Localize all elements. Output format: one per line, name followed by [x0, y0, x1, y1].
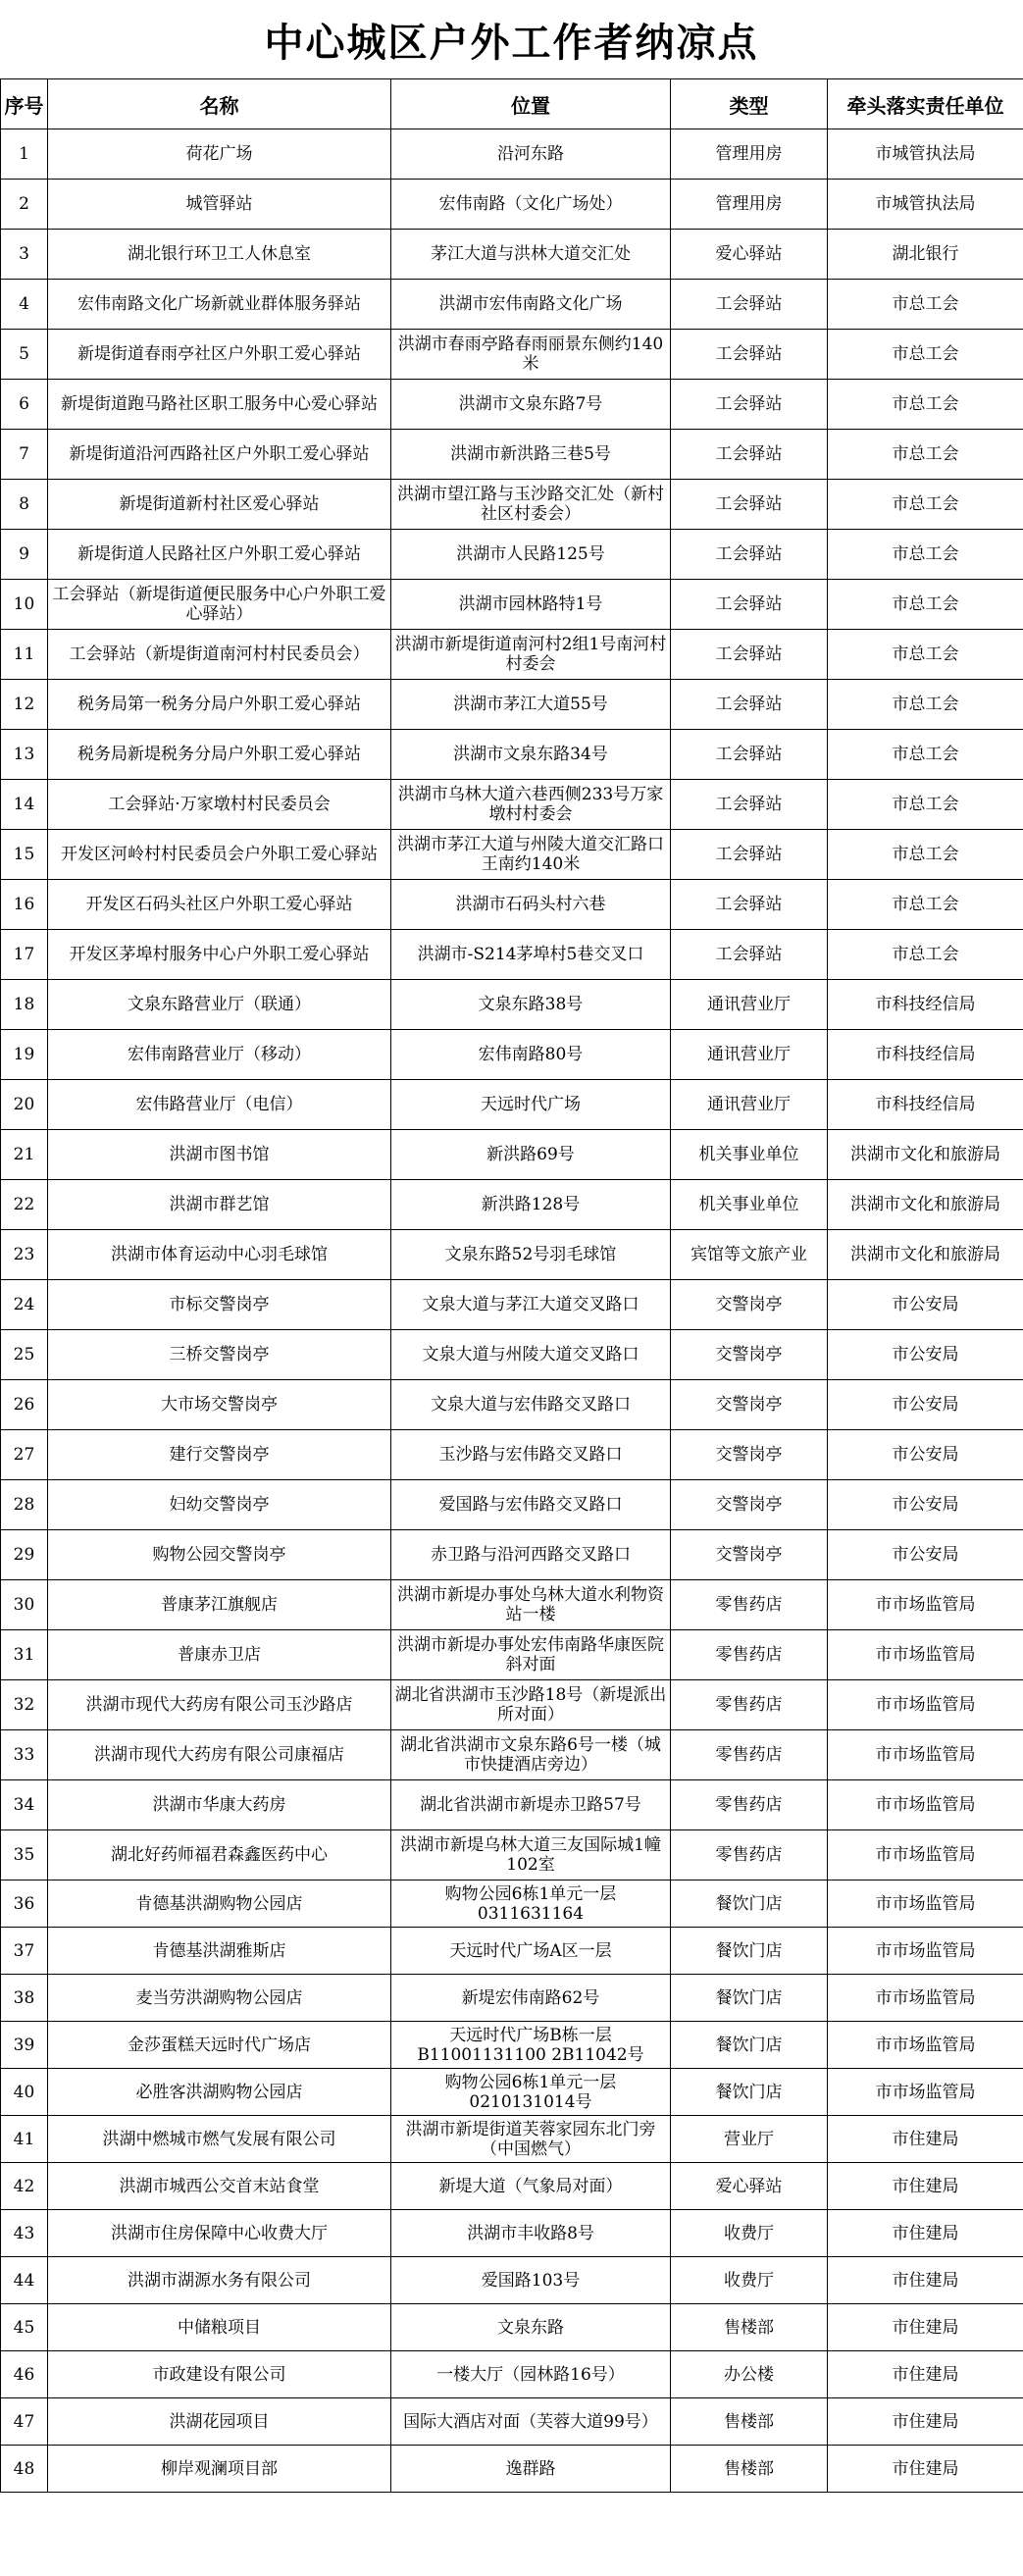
cell-location: 新堤大道（气象局对面） — [391, 2163, 671, 2210]
cell-type: 餐饮门店 — [671, 2022, 828, 2069]
cell-name: 文泉东路营业厅（联通） — [48, 980, 391, 1030]
cell-location: 洪湖市丰收路8号 — [391, 2210, 671, 2257]
table-row — [1, 1380, 1023, 1430]
cell-location: 洪湖市新堤办事处宏伟南路华康医院斜对面 — [391, 1630, 671, 1680]
cell-unit: 市总工会 — [828, 630, 1023, 680]
cell-unit: 市总工会 — [828, 880, 1023, 930]
cell-type: 交警岗亭 — [671, 1430, 828, 1480]
cell-no: 7 — [1, 430, 48, 480]
cell-location: 爱国路103号 — [391, 2257, 671, 2304]
table-row — [1, 680, 1023, 730]
cell-type: 工会驿站 — [671, 530, 828, 580]
cell-location: 茅江大道与洪林大道交汇处 — [391, 230, 671, 280]
cell-location: 宏伟南路80号 — [391, 1030, 671, 1080]
table-row — [1, 1730, 1023, 1780]
table-row — [1, 880, 1023, 930]
cell-unit: 市总工会 — [828, 730, 1023, 780]
cell-no: 45 — [1, 2304, 48, 2351]
cell-no: 31 — [1, 1630, 48, 1680]
cell-type: 交警岗亭 — [671, 1280, 828, 1330]
cell-name: 必胜客洪湖购物公园店 — [48, 2069, 391, 2116]
cell-type: 工会驿站 — [671, 630, 828, 680]
table-row — [1, 2022, 1023, 2069]
cell-name: 大市场交警岗亭 — [48, 1380, 391, 1430]
cell-unit: 市市场监管局 — [828, 1580, 1023, 1630]
cell-type: 爱心驿站 — [671, 230, 828, 280]
cell-name: 肯德基洪湖雅斯店 — [48, 1928, 391, 1975]
header-location: 位置 — [391, 79, 671, 129]
table-row — [1, 2257, 1023, 2304]
cell-type: 管理用房 — [671, 129, 828, 180]
cell-name: 建行交警岗亭 — [48, 1430, 391, 1480]
cell-location: 洪湖市石码头村六巷 — [391, 880, 671, 930]
cell-type: 爱心驿站 — [671, 2163, 828, 2210]
cell-type: 交警岗亭 — [671, 1330, 828, 1380]
cell-no: 29 — [1, 1530, 48, 1580]
cell-unit: 市市场监管局 — [828, 1680, 1023, 1730]
header-no: 序号 — [1, 79, 48, 129]
cell-name: 工会驿站（新堤街道南河村村民委员会） — [48, 630, 391, 680]
cell-location: 湖北省洪湖市玉沙路18号（新堤派出所对面） — [391, 1680, 671, 1730]
cell-type: 工会驿站 — [671, 780, 828, 830]
cell-unit: 市公安局 — [828, 1530, 1023, 1580]
cell-name: 新堤街道新村社区爱心驿站 — [48, 480, 391, 530]
cell-location: 赤卫路与沿河西路交叉路口 — [391, 1530, 671, 1580]
cell-name: 肯德基洪湖购物公园店 — [48, 1880, 391, 1928]
table-row — [1, 230, 1023, 280]
cell-type: 交警岗亭 — [671, 1380, 828, 1430]
table-row — [1, 630, 1023, 680]
cell-no: 43 — [1, 2210, 48, 2257]
cell-no: 38 — [1, 1975, 48, 2022]
cell-unit: 市总工会 — [828, 430, 1023, 480]
cell-name: 新堤街道沿河西路社区户外职工爱心驿站 — [48, 430, 391, 480]
cell-type: 工会驿站 — [671, 830, 828, 880]
table-row — [1, 2069, 1023, 2116]
cell-location: 洪湖市茅江大道与州陵大道交汇路口王南约140米 — [391, 830, 671, 880]
table-row — [1, 1928, 1023, 1975]
cell-type: 零售药店 — [671, 1630, 828, 1680]
cell-type: 工会驿站 — [671, 680, 828, 730]
cell-type: 交警岗亭 — [671, 1480, 828, 1530]
cell-unit: 市市场监管局 — [828, 1730, 1023, 1780]
cell-name: 洪湖市住房保障中心收费大厅 — [48, 2210, 391, 2257]
cell-name: 麦当劳洪湖购物公园店 — [48, 1975, 391, 2022]
cell-no: 40 — [1, 2069, 48, 2116]
cell-type: 售楼部 — [671, 2446, 828, 2493]
cell-no: 4 — [1, 280, 48, 330]
cell-name: 洪湖中燃城市燃气发展有限公司 — [48, 2116, 391, 2163]
table-row — [1, 1030, 1023, 1080]
cell-location: 购物公园6栋1单元一层0210131014号 — [391, 2069, 671, 2116]
cell-unit: 市公安局 — [828, 1280, 1023, 1330]
cell-location: 购物公园6栋1单元一层0311631164 — [391, 1880, 671, 1928]
cell-no: 21 — [1, 1130, 48, 1180]
cell-location: 洪湖市新洪路三巷5号 — [391, 430, 671, 480]
cell-no: 42 — [1, 2163, 48, 2210]
cell-unit: 市住建局 — [828, 2351, 1023, 2398]
table-body — [1, 129, 1023, 2493]
cell-no: 18 — [1, 980, 48, 1030]
cell-name: 洪湖市现代大药房有限公司玉沙路店 — [48, 1680, 391, 1730]
cell-name: 湖北银行环卫工人休息室 — [48, 230, 391, 280]
cell-type: 工会驿站 — [671, 430, 828, 480]
cell-type: 通讯营业厅 — [671, 1080, 828, 1130]
page-title: 中心城区户外工作者纳凉点 — [264, 20, 759, 66]
cell-name: 宏伟路营业厅（电信） — [48, 1080, 391, 1130]
cell-location: 天远时代广场A区一层 — [391, 1928, 671, 1975]
cell-unit: 市总工会 — [828, 780, 1023, 830]
table-row — [1, 480, 1023, 530]
table-row — [1, 1180, 1023, 1230]
cell-type: 餐饮门店 — [671, 1975, 828, 2022]
cell-location: 洪湖市宏伟南路文化广场 — [391, 280, 671, 330]
cell-no: 36 — [1, 1880, 48, 1928]
cell-name: 市政建设有限公司 — [48, 2351, 391, 2398]
table-row — [1, 1530, 1023, 1580]
cell-type: 工会驿站 — [671, 580, 828, 630]
cell-no: 20 — [1, 1080, 48, 1130]
cell-no: 32 — [1, 1680, 48, 1730]
cell-type: 工会驿站 — [671, 480, 828, 530]
table-row — [1, 330, 1023, 380]
cell-location: 文泉大道与州陵大道交叉路口 — [391, 1330, 671, 1380]
cell-unit: 洪湖市文化和旅游局 — [828, 1180, 1023, 1230]
cell-type: 售楼部 — [671, 2304, 828, 2351]
cell-unit: 市城管执法局 — [828, 180, 1023, 230]
cell-unit: 市总工会 — [828, 930, 1023, 980]
cell-unit: 市总工会 — [828, 380, 1023, 430]
cell-location: 洪湖市乌林大道六巷西侧233号万家墩村村委会 — [391, 780, 671, 830]
cell-location: 洪湖市新堤办事处乌林大道水利物资站一楼 — [391, 1580, 671, 1630]
cell-location: 玉沙路与宏伟路交叉路口 — [391, 1430, 671, 1480]
cell-unit: 市市场监管局 — [828, 1928, 1023, 1975]
cell-type: 工会驿站 — [671, 330, 828, 380]
header-type: 类型 — [671, 79, 828, 129]
cell-unit: 市住建局 — [828, 2116, 1023, 2163]
cell-location: 一楼大厅（园林路16号） — [391, 2351, 671, 2398]
cell-unit: 市住建局 — [828, 2446, 1023, 2493]
cell-type: 工会驿站 — [671, 880, 828, 930]
cell-unit: 市总工会 — [828, 580, 1023, 630]
cell-no: 13 — [1, 730, 48, 780]
cell-location: 洪湖市春雨亭路春雨丽景东侧约140米 — [391, 330, 671, 380]
table-row — [1, 1580, 1023, 1630]
cell-no: 10 — [1, 580, 48, 630]
cell-no: 1 — [1, 129, 48, 180]
table-header-row — [1, 79, 1023, 129]
cell-name: 新堤街道人民路社区户外职工爱心驿站 — [48, 530, 391, 580]
cell-no: 3 — [1, 230, 48, 280]
table-row — [1, 530, 1023, 580]
cell-location: 天远时代广场 — [391, 1080, 671, 1130]
table-row — [1, 1080, 1023, 1130]
cell-location: 洪湖市文泉东路7号 — [391, 380, 671, 430]
cell-type: 零售药店 — [671, 1680, 828, 1730]
cell-name: 洪湖市现代大药房有限公司康福店 — [48, 1730, 391, 1780]
cell-type: 通讯营业厅 — [671, 980, 828, 1030]
cell-name: 妇幼交警岗亭 — [48, 1480, 391, 1530]
cell-location: 洪湖市新堤乌林大道三友国际城1幢102室 — [391, 1830, 671, 1880]
cell-type: 售楼部 — [671, 2398, 828, 2446]
cell-no: 23 — [1, 1230, 48, 1280]
cell-location: 天远时代广场B栋一层B11001131100 2B11042号 — [391, 2022, 671, 2069]
cell-name: 工会驿站·万家墩村村民委员会 — [48, 780, 391, 830]
cell-type: 收费厅 — [671, 2257, 828, 2304]
cell-name: 洪湖市图书馆 — [48, 1130, 391, 1180]
cell-location: 文泉大道与宏伟路交叉路口 — [391, 1380, 671, 1430]
table-row — [1, 1230, 1023, 1280]
cell-no: 11 — [1, 630, 48, 680]
table-row — [1, 2116, 1023, 2163]
cell-name: 开发区河岭村村民委员会户外职工爱心驿站 — [48, 830, 391, 880]
cell-unit: 市住建局 — [828, 2163, 1023, 2210]
cell-no: 33 — [1, 1730, 48, 1780]
cell-name: 城管驿站 — [48, 180, 391, 230]
table-row — [1, 780, 1023, 830]
cell-location: 洪湖市人民路125号 — [391, 530, 671, 580]
cell-name: 荷花广场 — [48, 129, 391, 180]
table-row — [1, 2351, 1023, 2398]
table-row — [1, 180, 1023, 230]
cell-name: 洪湖市体育运动中心羽毛球馆 — [48, 1230, 391, 1280]
cell-name: 中储粮项目 — [48, 2304, 391, 2351]
cell-name: 洪湖市湖源水务有限公司 — [48, 2257, 391, 2304]
cell-no: 27 — [1, 1430, 48, 1480]
table-row — [1, 1880, 1023, 1928]
cell-name: 开发区石码头社区户外职工爱心驿站 — [48, 880, 391, 930]
cell-location: 湖北省洪湖市新堤赤卫路57号 — [391, 1780, 671, 1830]
cell-no: 44 — [1, 2257, 48, 2304]
cell-location: 湖北省洪湖市文泉东路6号一楼（城市快捷酒店旁边） — [391, 1730, 671, 1780]
cell-name: 金莎蛋糕天远时代广场店 — [48, 2022, 391, 2069]
cell-no: 14 — [1, 780, 48, 830]
table-row — [1, 129, 1023, 180]
cell-location: 文泉东路 — [391, 2304, 671, 2351]
cell-type: 工会驿站 — [671, 730, 828, 780]
cell-name: 湖北好药师福君森鑫医药中心 — [48, 1830, 391, 1880]
table-row — [1, 1280, 1023, 1330]
cell-type: 零售药店 — [671, 1730, 828, 1780]
cell-no: 30 — [1, 1580, 48, 1630]
table-row — [1, 380, 1023, 430]
cell-location: 文泉大道与茅江大道交叉路口 — [391, 1280, 671, 1330]
cell-name: 宏伟南路营业厅（移动） — [48, 1030, 391, 1080]
cell-unit: 市总工会 — [828, 530, 1023, 580]
cell-location: 洪湖市新堤街道芙蓉家园东北门旁（中国燃气） — [391, 2116, 671, 2163]
cell-name: 税务局新堤税务分局户外职工爱心驿站 — [48, 730, 391, 780]
table-row — [1, 2210, 1023, 2257]
cell-type: 收费厅 — [671, 2210, 828, 2257]
cell-location: 文泉东路52号羽毛球馆 — [391, 1230, 671, 1280]
cell-type: 办公楼 — [671, 2351, 828, 2398]
cell-unit: 市科技经信局 — [828, 1080, 1023, 1130]
cell-no: 46 — [1, 2351, 48, 2398]
cell-unit: 市科技经信局 — [828, 1030, 1023, 1080]
cell-location: 洪湖市望江路与玉沙路交汇处（新村社区村委会） — [391, 480, 671, 530]
cell-unit: 市总工会 — [828, 680, 1023, 730]
cell-name: 普康茅江旗舰店 — [48, 1580, 391, 1630]
table-row — [1, 1430, 1023, 1480]
cell-location: 新堤宏伟南路62号 — [391, 1975, 671, 2022]
cell-unit: 市总工会 — [828, 480, 1023, 530]
cell-unit: 市住建局 — [828, 2210, 1023, 2257]
cell-name: 普康赤卫店 — [48, 1630, 391, 1680]
cell-location: 国际大酒店对面（芙蓉大道99号） — [391, 2398, 671, 2446]
cell-no: 48 — [1, 2446, 48, 2493]
cell-no: 34 — [1, 1780, 48, 1830]
cell-name: 新堤街道跑马路社区职工服务中心爱心驿站 — [48, 380, 391, 430]
table-row — [1, 930, 1023, 980]
cell-no: 17 — [1, 930, 48, 980]
cell-location: 文泉东路38号 — [391, 980, 671, 1030]
cell-type: 零售药店 — [671, 1580, 828, 1630]
cell-type: 餐饮门店 — [671, 1880, 828, 1928]
cell-name: 洪湖市城西公交首末站食堂 — [48, 2163, 391, 2210]
cell-type: 交警岗亭 — [671, 1530, 828, 1580]
cell-no: 5 — [1, 330, 48, 380]
table-row — [1, 730, 1023, 780]
table-row — [1, 1130, 1023, 1180]
cell-type: 零售药店 — [671, 1780, 828, 1830]
cell-name: 工会驿站（新堤街道便民服务中心户外职工爱心驿站） — [48, 580, 391, 630]
table-row — [1, 1480, 1023, 1530]
cell-type: 机关事业单位 — [671, 1180, 828, 1230]
table-row — [1, 2163, 1023, 2210]
cell-unit: 市总工会 — [828, 830, 1023, 880]
cell-location: 洪湖市文泉东路34号 — [391, 730, 671, 780]
cell-no: 24 — [1, 1280, 48, 1330]
cell-name: 洪湖市群艺馆 — [48, 1180, 391, 1230]
cell-no: 15 — [1, 830, 48, 880]
cell-name: 三桥交警岗亭 — [48, 1330, 391, 1380]
cell-name: 市标交警岗亭 — [48, 1280, 391, 1330]
table-row — [1, 1830, 1023, 1880]
cell-location: 沿河东路 — [391, 129, 671, 180]
table-row — [1, 430, 1023, 480]
cell-no: 37 — [1, 1928, 48, 1975]
table-row — [1, 830, 1023, 880]
table-row — [1, 2398, 1023, 2446]
cell-name: 开发区茅埠村服务中心户外职工爱心驿站 — [48, 930, 391, 980]
cell-unit: 市公安局 — [828, 1380, 1023, 1430]
table-row — [1, 1780, 1023, 1830]
cell-no: 16 — [1, 880, 48, 930]
cell-type: 工会驿站 — [671, 930, 828, 980]
cell-unit: 市市场监管局 — [828, 1975, 1023, 2022]
cell-name: 洪湖市华康大药房 — [48, 1780, 391, 1830]
table-row — [1, 1630, 1023, 1680]
cell-type: 机关事业单位 — [671, 1130, 828, 1180]
cell-no: 47 — [1, 2398, 48, 2446]
cell-unit: 市公安局 — [828, 1330, 1023, 1380]
cell-unit: 市市场监管局 — [828, 2069, 1023, 2116]
cell-type: 管理用房 — [671, 180, 828, 230]
cell-location: 新洪路128号 — [391, 1180, 671, 1230]
cell-unit: 市住建局 — [828, 2257, 1023, 2304]
cell-location: 爱国路与宏伟路交叉路口 — [391, 1480, 671, 1530]
table-row — [1, 1975, 1023, 2022]
cell-unit: 市市场监管局 — [828, 1830, 1023, 1880]
cell-no: 2 — [1, 180, 48, 230]
table-row — [1, 1680, 1023, 1730]
cell-unit: 湖北银行 — [828, 230, 1023, 280]
table-row — [1, 1330, 1023, 1380]
header-unit: 牵头落实责任单位 — [828, 79, 1023, 129]
cell-name: 税务局第一税务分局户外职工爱心驿站 — [48, 680, 391, 730]
cell-no: 12 — [1, 680, 48, 730]
table-row — [1, 2304, 1023, 2351]
table-row — [1, 580, 1023, 630]
cell-type: 餐饮门店 — [671, 2069, 828, 2116]
cell-name: 柳岸观澜项目部 — [48, 2446, 391, 2493]
cell-location: 逸群路 — [391, 2446, 671, 2493]
cell-unit: 洪湖市文化和旅游局 — [828, 1130, 1023, 1180]
cell-unit: 市市场监管局 — [828, 2022, 1023, 2069]
cell-no: 6 — [1, 380, 48, 430]
cell-name: 新堤街道春雨亭社区户外职工爱心驿站 — [48, 330, 391, 380]
cell-no: 9 — [1, 530, 48, 580]
cell-unit: 市城管执法局 — [828, 129, 1023, 180]
cell-type: 宾馆等文旅产业 — [671, 1230, 828, 1280]
cell-type: 零售药店 — [671, 1830, 828, 1880]
cell-no: 26 — [1, 1380, 48, 1430]
cell-no: 22 — [1, 1180, 48, 1230]
cell-unit: 市市场监管局 — [828, 1880, 1023, 1928]
cell-unit: 市公安局 — [828, 1430, 1023, 1480]
cell-unit: 市公安局 — [828, 1480, 1023, 1530]
table-row — [1, 280, 1023, 330]
cell-unit: 市住建局 — [828, 2304, 1023, 2351]
cell-location: 洪湖市茅江大道55号 — [391, 680, 671, 730]
header-name: 名称 — [48, 79, 391, 129]
cell-location: 宏伟南路（文化广场处） — [391, 180, 671, 230]
cell-unit: 市总工会 — [828, 280, 1023, 330]
cell-location: 洪湖市园林路特1号 — [391, 580, 671, 630]
cell-type: 工会驿站 — [671, 280, 828, 330]
cell-name: 洪湖花园项目 — [48, 2398, 391, 2446]
cell-no: 39 — [1, 2022, 48, 2069]
cell-no: 25 — [1, 1330, 48, 1380]
table-row — [1, 980, 1023, 1030]
cell-name: 宏伟南路文化广场新就业群体服务驿站 — [48, 280, 391, 330]
cell-type: 工会驿站 — [671, 380, 828, 430]
cell-unit: 洪湖市文化和旅游局 — [828, 1230, 1023, 1280]
cell-no: 28 — [1, 1480, 48, 1530]
cell-type: 餐饮门店 — [671, 1928, 828, 1975]
cell-location: 洪湖市新堤街道南河村2组1号南河村村委会 — [391, 630, 671, 680]
cell-unit: 市科技经信局 — [828, 980, 1023, 1030]
cell-location: 洪湖市-S214茅埠村5巷交叉口 — [391, 930, 671, 980]
cell-location: 新洪路69号 — [391, 1130, 671, 1180]
table-row — [1, 2446, 1023, 2493]
cell-no: 35 — [1, 1830, 48, 1880]
cell-unit: 市住建局 — [828, 2398, 1023, 2446]
cell-unit: 市市场监管局 — [828, 1780, 1023, 1830]
cell-unit: 市市场监管局 — [828, 1630, 1023, 1680]
cell-unit: 市总工会 — [828, 330, 1023, 380]
cell-type: 营业厅 — [671, 2116, 828, 2163]
cell-no: 19 — [1, 1030, 48, 1080]
cell-type: 通讯营业厅 — [671, 1030, 828, 1080]
cell-name: 购物公园交警岗亭 — [48, 1530, 391, 1580]
cell-no: 8 — [1, 480, 48, 530]
cooling-points-table — [0, 78, 1023, 2493]
cell-no: 41 — [1, 2116, 48, 2163]
